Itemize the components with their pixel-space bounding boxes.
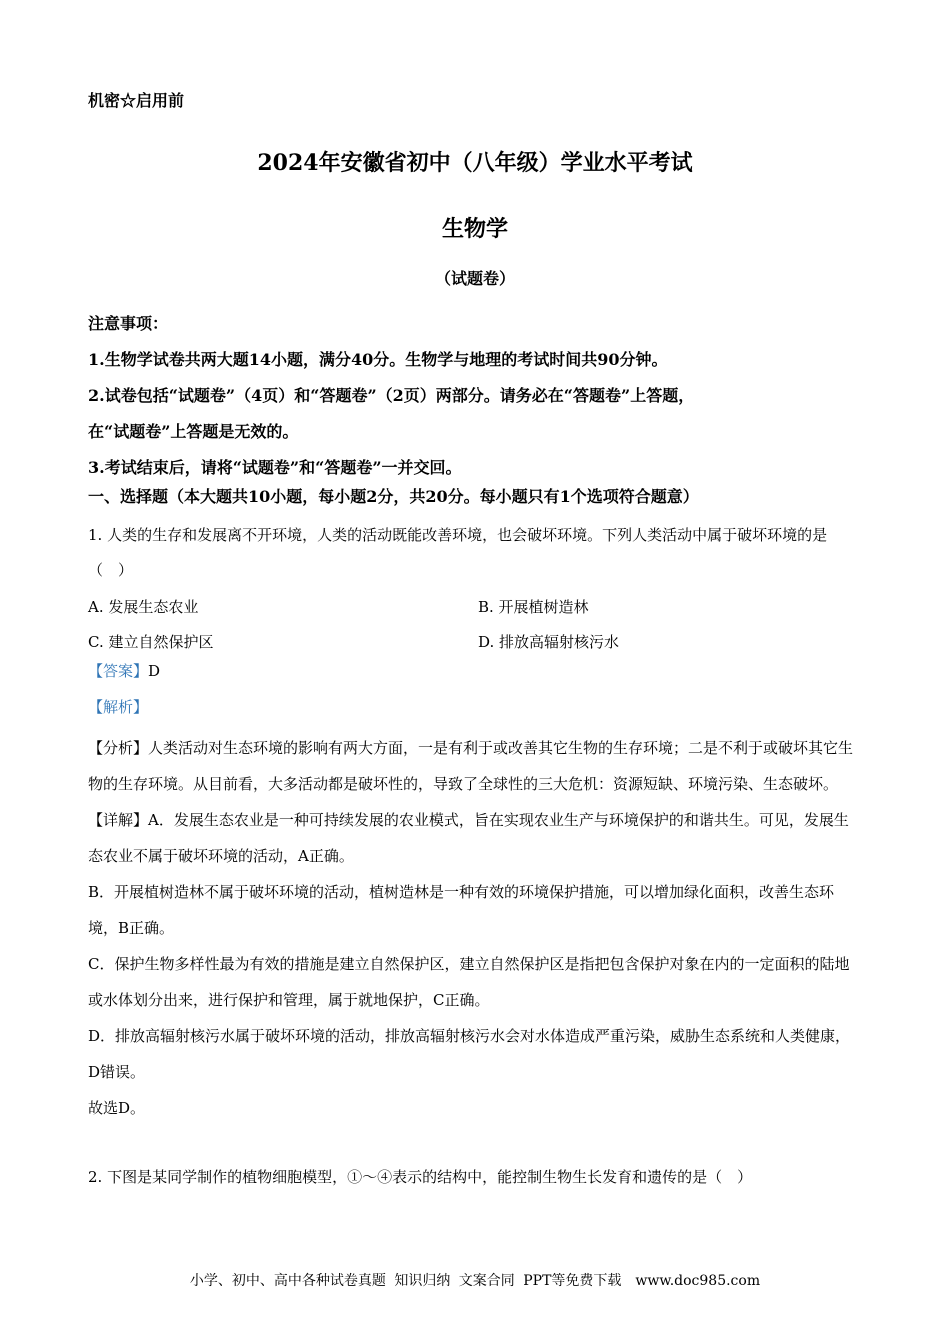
analysis-heading	[88, 696, 862, 717]
notes-item: 1.生物学试卷共两大题14小题，满分40分。生物学与地理的考试时间共90分钟。	[88, 350, 668, 369]
question-2-stem: 2. 下图是某同学制作的植物细胞模型，①～④表示的结构中，能控制生物生长发育和遗传的是（ ）	[88, 1168, 753, 1186]
option-b: B. 开展植树造林	[478, 598, 589, 616]
fenxi-paragraph	[88, 730, 862, 802]
notes-heading: 注意事项：	[88, 314, 169, 333]
section-heading: 一、选择题（本大题共10小题，每小题2分，共20分。每小题只有1个选项符合题意）	[88, 487, 699, 506]
notes-section	[88, 306, 862, 486]
xiangjie-paragraph-a	[88, 802, 862, 874]
explanation-body	[88, 730, 862, 1126]
paper-type: （试题卷）	[434, 269, 515, 288]
xiangjie-paragraph-d: D．排放高辐射核污水属于破坏环境的活动，排放高辐射核污水会对水体造成严重污染，威胁生态系统和人类健康，D错误。	[88, 1027, 851, 1081]
fenxi-tag: 【分析】	[88, 739, 149, 757]
conclusion: 故选D。	[88, 1099, 146, 1117]
xiangjie-paragraph-b: B．开展植树造林不属于破坏环境的活动，植树造林是一种有效的环境保护措施，可以增加绿化面积，改善生态环境，B正确。	[88, 883, 835, 937]
xiangjie-paragraph-c: C．保护生物多样性最为有效的措施是建立自然保护区，建立自然保护区是指把包含保护对象在内的一定面积的陆地或水体划分出来，进行保护和管理，属于就地保护，C正确。	[88, 955, 850, 1009]
question-1-options	[88, 590, 868, 660]
notes-item: 2.试卷包括“试题卷”（4页）和“答题卷”（2页）两部分。请务必在“答题卷”上答题，	[88, 386, 695, 405]
answer-line	[88, 660, 862, 681]
answer-tag: 【答案】	[88, 662, 149, 680]
question-1-stem: 1. 人类的生存和发展离不开环境，人类的活动既能改善环境，也会破坏环境。下列人类活动中属于破坏环境的是（ ）	[88, 526, 828, 579]
notes-item: 在“试题卷”上答题是无效的。	[88, 422, 299, 441]
fenxi-text: 人类活动对生态环境的影响有两大方面，一是有利于或改善其它生物的生存环境；二是不利于或破坏其它生物的生存环境。从目前看，大多活动都是破坏性的，导致了全球性的三大危机：资源短缺、环境污染、生态破坏。	[88, 739, 854, 793]
analysis-tag: 【解析】	[88, 698, 149, 716]
subject-title: 生物学	[441, 216, 508, 242]
confidential-label: 机密☆启用前	[88, 91, 185, 110]
option-a: A. 发展生态农业	[88, 598, 199, 616]
option-c: C. 建立自然保护区	[88, 633, 214, 651]
xiangjie-tag: 【详解】	[88, 811, 149, 829]
answer-value: D	[148, 662, 161, 680]
notes-item: 3.考试结束后，请将“试题卷”和“答题卷”一并交回。	[88, 458, 462, 477]
page-footer: 小学、初中、高中各种试卷真题 知识归纳 文案合同 PPT等免费下载 www.doc985.com	[189, 1273, 761, 1289]
option-d: D. 排放高辐射核污水	[478, 633, 620, 651]
xiangjie-a-text: A．发展生态农业是一种可持续发展的农业模式，旨在实现农业生产与环境保护的和谐共生。可见，发展生态农业不属于破坏环境的活动，A正确。	[88, 811, 849, 865]
exam-title: 2024年安徽省初中（八年级）学业水平考试	[257, 150, 693, 176]
